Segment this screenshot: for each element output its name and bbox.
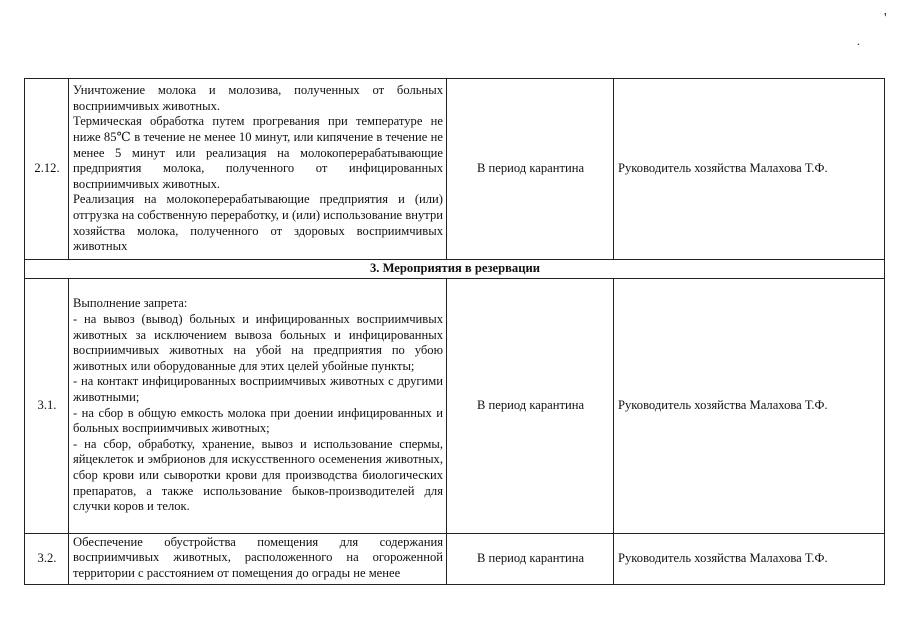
row-number: 3.2.: [25, 533, 69, 584]
scan-mark: .: [857, 34, 860, 48]
measures-table: [24, 78, 885, 585]
table-row: [25, 79, 885, 260]
measure-paragraph: Обеспечение обустройства помещения для содержания восприимчивых животных, расположенного на огороженной территории с расстоянием от помещения до ограды не менее: [73, 534, 443, 580]
measure-paragraph: - на сбор, обработку, хранение, вывоз и использование спермы, яйцеклеток и эмбрионов для искусственного осеменения животных, сбор крови или сыворотки крови для производства биологических препаратов, а также использование быков-производителей для случки коров и телок.: [73, 436, 443, 514]
table-row: [25, 278, 885, 533]
row-number: 3.1.: [25, 278, 69, 533]
section-row: [25, 260, 885, 279]
responsible-cell: Руководитель хозяйства Малахова Т.Ф.: [614, 278, 885, 533]
table-row: [25, 533, 885, 584]
scan-mark: ': [884, 11, 887, 26]
measure-paragraph: - на вывоз (вывод) больных и инфицированных восприимчивых животных за исключением вывоза больных и инфицированных восприимчивых животных на убой на предприятия по убою животных или оборудованные для этих целей убойные пункты;: [73, 312, 443, 373]
period-cell: В период карантина: [447, 533, 614, 584]
measure-paragraph: Уничтожение молока и молозива, полученных от больных восприимчивых животных.: [73, 83, 443, 113]
measure-text-clip: [73, 535, 443, 583]
measure-paragraph: Выполнение запрета:: [73, 296, 188, 311]
measure-text: [69, 278, 447, 533]
measure-paragraph: - на контакт инфицированных восприимчивых животных с другими животными;: [73, 374, 443, 404]
measure-paragraph: - на сбор в общую емкость молока при доении инфицированных и больных восприимчивых животных;: [73, 405, 443, 436]
measure-paragraph: Термическая обработка путем прогревания при температуре не ниже 85℃ в течение не менее 10 минут, или кипячение в течение не менее 5 минут или реализация на молокоперерабатывающие предприятия молока, полученного от инфицированных восприимчивых животных.: [73, 114, 443, 191]
measure-text: [69, 533, 447, 584]
period-cell: В период карантина: [447, 278, 614, 533]
responsible-cell: Руководитель хозяйства Малахова Т.Ф.: [614, 533, 885, 584]
section-title: 3. Мероприятия в резервации: [25, 260, 885, 279]
measure-paragraph: Реализация на молокоперерабатывающие предприятия и (или) отгрузка на собственную переработку, и (или) использование внутри хозяйства молока, полученного от здоровых восприимчивых животных: [73, 192, 443, 254]
responsible-cell: Руководитель хозяйства Малахова Т.Ф.: [614, 79, 885, 260]
row-number: 2.12.: [25, 79, 69, 260]
period-cell: В период карантина: [447, 79, 614, 260]
measure-text: [69, 79, 447, 260]
